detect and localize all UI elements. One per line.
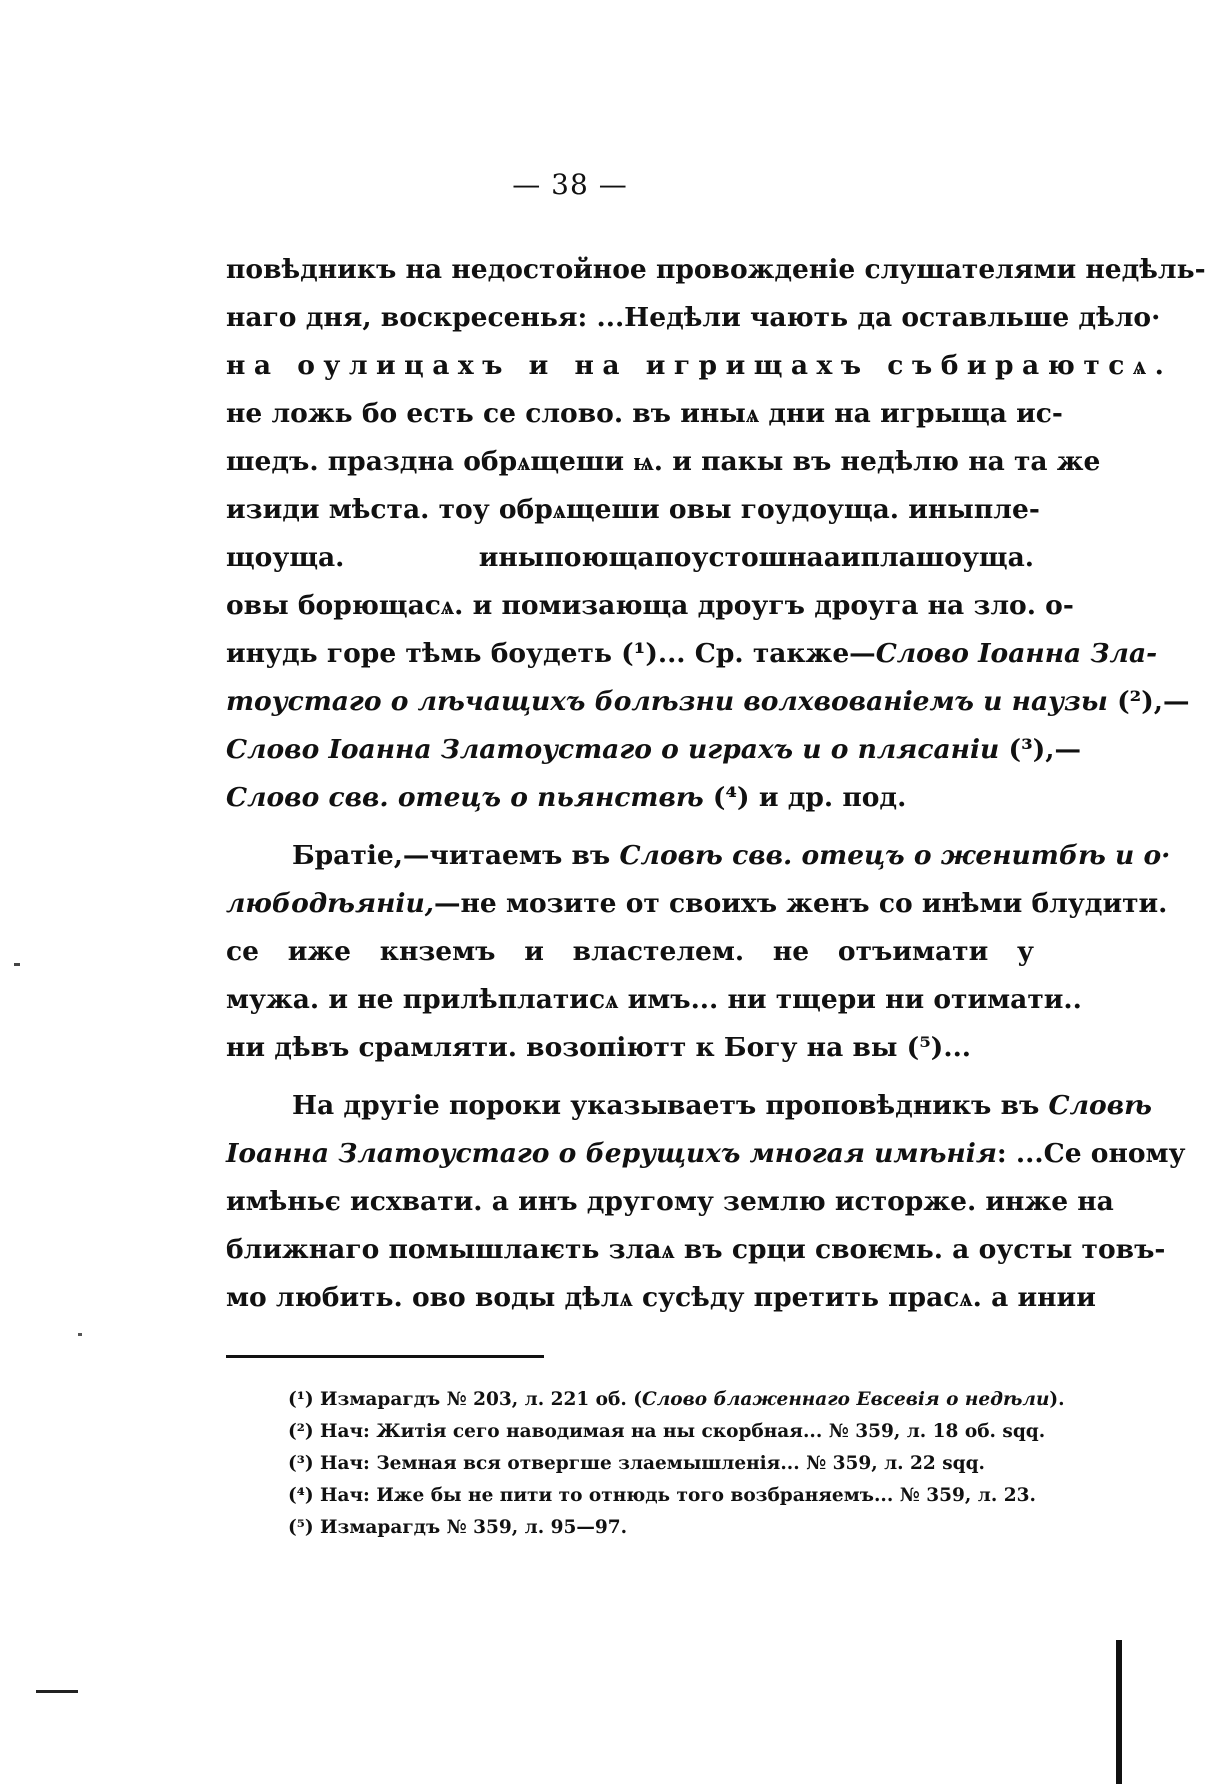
- text-line: изиди мѣста. тоу обрѧщеши овы гоудоуща. иныпле-: [226, 494, 1040, 525]
- text-line: [226, 630, 1158, 678]
- text-run: инудь горе тѣмь боудеть (¹)... Ср. также—: [226, 638, 876, 669]
- text-run: ).: [1049, 1389, 1065, 1410]
- footnote: (⁴) Нач: Иже бы не пити то отнюдь того возбраняемъ... № 359, л. 23.: [288, 1485, 1036, 1506]
- scan-mark: [78, 1333, 82, 1336]
- footnote: [288, 1384, 1065, 1416]
- footnote: (²) Нач: Житія сего наводимая на ны скорбная... № 359, л. 18 об. sqq.: [288, 1421, 1046, 1442]
- scan-mark: [36, 1690, 78, 1693]
- text-line: ни дѣвъ срамляти. возопіютт к Богу на вы (⁵)...: [226, 1032, 972, 1063]
- page-number: — 38 —: [512, 168, 628, 201]
- text-run: (²),—: [1107, 686, 1190, 717]
- text-run: (³),—: [999, 734, 1081, 765]
- text-line: [226, 880, 1168, 928]
- italic-title: тоустаго о лѣчащихъ болѣзни волхвованіемъ и наузы: [226, 686, 1108, 717]
- italic-title: Словѣ: [1048, 1090, 1152, 1121]
- text-line: [226, 678, 1190, 726]
- text-line: [226, 832, 1171, 880]
- italic-title: Слово Іоанна Златоустаго о играхъ и о плясаніи: [226, 734, 1000, 765]
- footnote: (⁵) Измарагдъ № 359, л. 95—97.: [288, 1517, 628, 1538]
- text-line: се иже кнземъ и властелем. не отъимати у: [226, 936, 1034, 967]
- text-line: не ложь бо есть се слово. въ иныѧ дни на игрыща ис-: [226, 398, 1063, 429]
- text-run: —не мозите от своихъ женъ со инѣми блудити.: [433, 888, 1168, 919]
- text-line: повѣдникъ на недостойное провожденіе слушателями недѣль-: [226, 254, 1206, 285]
- text-line: на оулицахъ и на игрищахъ събираютсѧ.: [226, 350, 1173, 381]
- text-line: наго дня, воскресенья: ...Недѣли чають да оставльше дѣло·: [226, 302, 1161, 333]
- text-line: имѣньє исхвати. а инъ другому землю исторже. инже на: [226, 1186, 1114, 1217]
- text-line: [226, 1130, 1186, 1178]
- italic-title: любодѣяніи,: [226, 888, 434, 919]
- italic-title: Іоанна Златоустаго о берущихъ многая имѣнія: [226, 1138, 997, 1169]
- italic-title: Слово свв. отецъ о пьянствѣ: [226, 782, 704, 813]
- text-run: Братіе,—читаемъ въ: [292, 840, 620, 871]
- page-edge: [1116, 1640, 1122, 1784]
- italic-title: Словѣ свв. отецъ о женитбѣ и о·: [619, 840, 1171, 871]
- text-run: : ...Се оному: [996, 1138, 1186, 1169]
- text-line: [226, 1082, 1152, 1130]
- main-text: [226, 246, 1206, 1322]
- scan-mark: [14, 963, 20, 966]
- italic-title: Слово Іоанна Зла-: [875, 638, 1158, 669]
- text-line: шедъ. празднa обрѧщеши ѩ. и пакы въ недѣлю на та же: [226, 446, 1101, 477]
- footnote: (³) Нач: Земная вся отвергше злаемышленія... № 359, л. 22 sqq.: [288, 1453, 985, 1474]
- text-line: ближнаго помышлаѥть злаѧ въ срци своѥмь. а оусты товъ-: [226, 1234, 1166, 1265]
- footnotes: [288, 1384, 1065, 1544]
- text-line: щоуща. иныпоющапоустошнааиплашоуща.: [226, 542, 1034, 573]
- italic-title: Слово блаженнаго Евсевія о недѣли: [641, 1389, 1050, 1410]
- text-run: На другіе пороки указываетъ проповѣдникъ въ: [292, 1090, 1049, 1121]
- text-run: (¹) Измарагдъ № 203, л. 221 об. (: [288, 1389, 642, 1410]
- text-line: овы борющасѧ. и помизающа дроугъ дроуга на зло. о-: [226, 590, 1074, 621]
- text-line: мо любить. ово воды дѣлѧ сусѣду претить прасѧ. а инии: [226, 1282, 1096, 1313]
- footnote-divider: [226, 1355, 544, 1358]
- text-line: [226, 726, 1081, 774]
- text-line: [226, 774, 1034, 822]
- text-run: (⁴) и др. под.: [703, 782, 907, 813]
- text-line: мужа. и не прилѣплатисѧ имъ... ни тщери ни отимати..: [226, 984, 1082, 1015]
